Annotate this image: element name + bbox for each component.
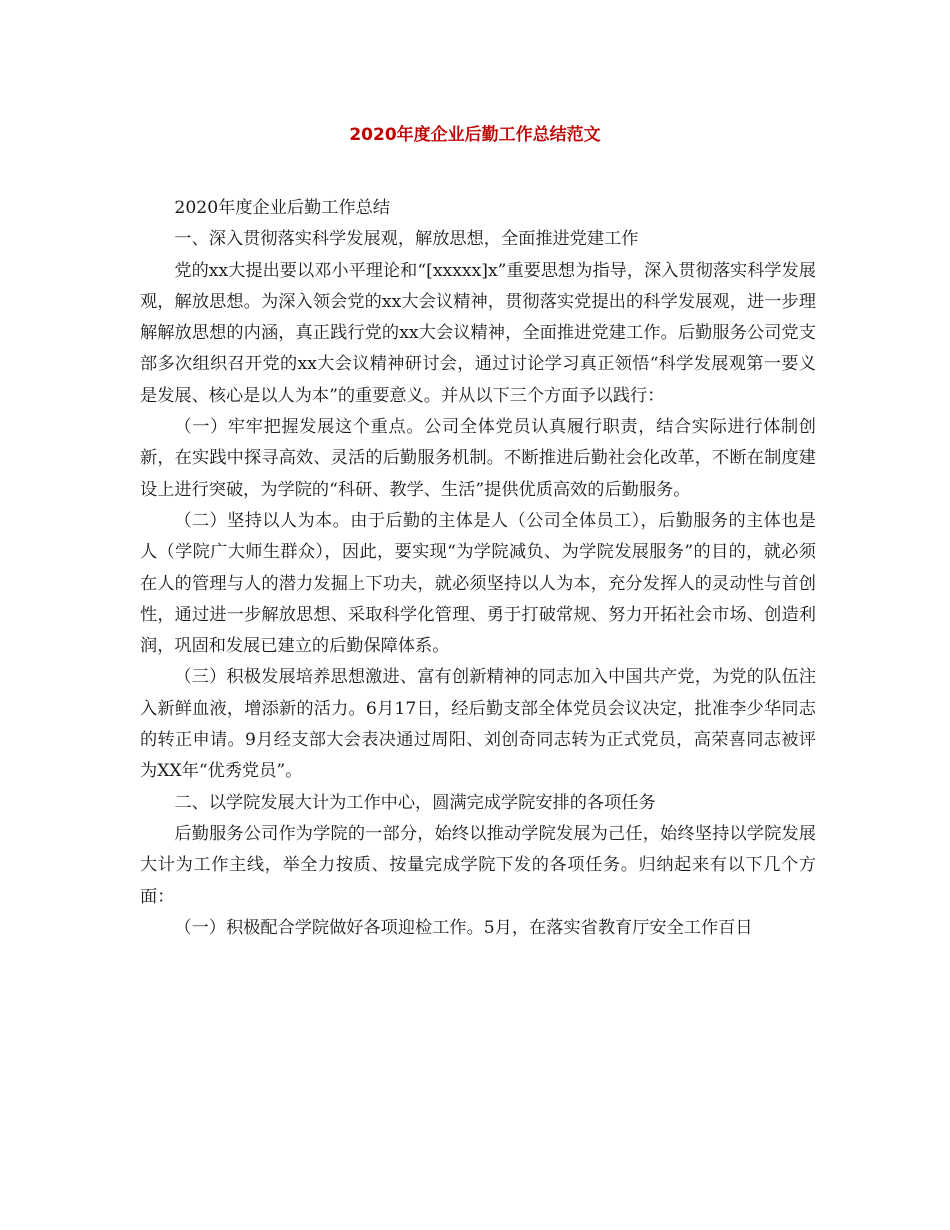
document-title: 2020年度企业后勤工作总结范文 [349,125,601,145]
paragraph-subtitle: 2020年度企业后勤工作总结 [174,198,391,218]
section-heading-2: 二、以学院发展大计为工作中心，圆满完成学院安排的各项任务 [174,792,656,813]
paragraph: （二）坚持以人为本。由于后勤的主体是人（公司全体员工），后勤服务的主体也是人（学院广大师生群众），因此，要实现“为学院减负、为学院发展服务”的目的，就必须在人的管理与人的潜力发掘上下功夫，就必须坚持以人为本，充分发挥人的灵动性与首创性，通过进一步解放思想、采取科学化管理、勇于打破常规、努力开拓社会市场、创造利润，巩固和发展已建立的后勤保障体系。 [140,510,816,657]
paragraph: 党的xx大提出要以邓小平理论和“[xxxxx]x”重要思想为指导，深入贯彻落实科学发展观，解放思想。为深入领会党的xx大会议精神，贯彻落实党提出的科学发展观，进一步理解解放思想的内涵，真正践行党的xx大会议精神，全面推进党建工作。后勤服务公司党支部多次组织召开党的xx大会议精神研讨会，通过讨论学习真正领悟“科学发展观第一要义是发展、核心是以人为本”的重要意义。并从以下三个方面予以践行： [140,260,816,406]
document-body [140,193,816,944]
paragraph: （一）牢牢把握发展这个重点。公司全体党员认真履行职责，结合实际进行体制创新，在实践中探寻高效、灵活的后勤服务机制。不断推进后勤社会化改革，不断在制度建设上进行突破，为学院的“科研、教学、生活”提供优质高效的后勤服务。 [140,417,816,500]
paragraph: （一）积极配合学院做好各项迎检工作。5月，在落实省教育厅安全工作百日 [174,917,753,938]
paragraph: 后勤服务公司作为学院的一部分，始终以推动学院发展为己任，始终坚持以学院发展大计为工作主线，举全力按质、按量完成学院下发的各项任务。归纳起来有以下几个方面： [140,823,816,907]
section-heading-1: 一、深入贯彻落实科学发展观，解放思想，全面推进党建工作 [174,229,639,250]
paragraph: （三）积极发展培养思想激进、富有创新精神的同志加入中国共产党，为党的队伍注入新鲜血液，增添新的活力。6月17日，经后勤支部全体党员会议决定，批准李少华同志的转正申请。9月经支部大会表决通过周阳、刘创奇同志转为正式党员，高荣喜同志被评为XX年“优秀党员”。 [140,667,816,782]
